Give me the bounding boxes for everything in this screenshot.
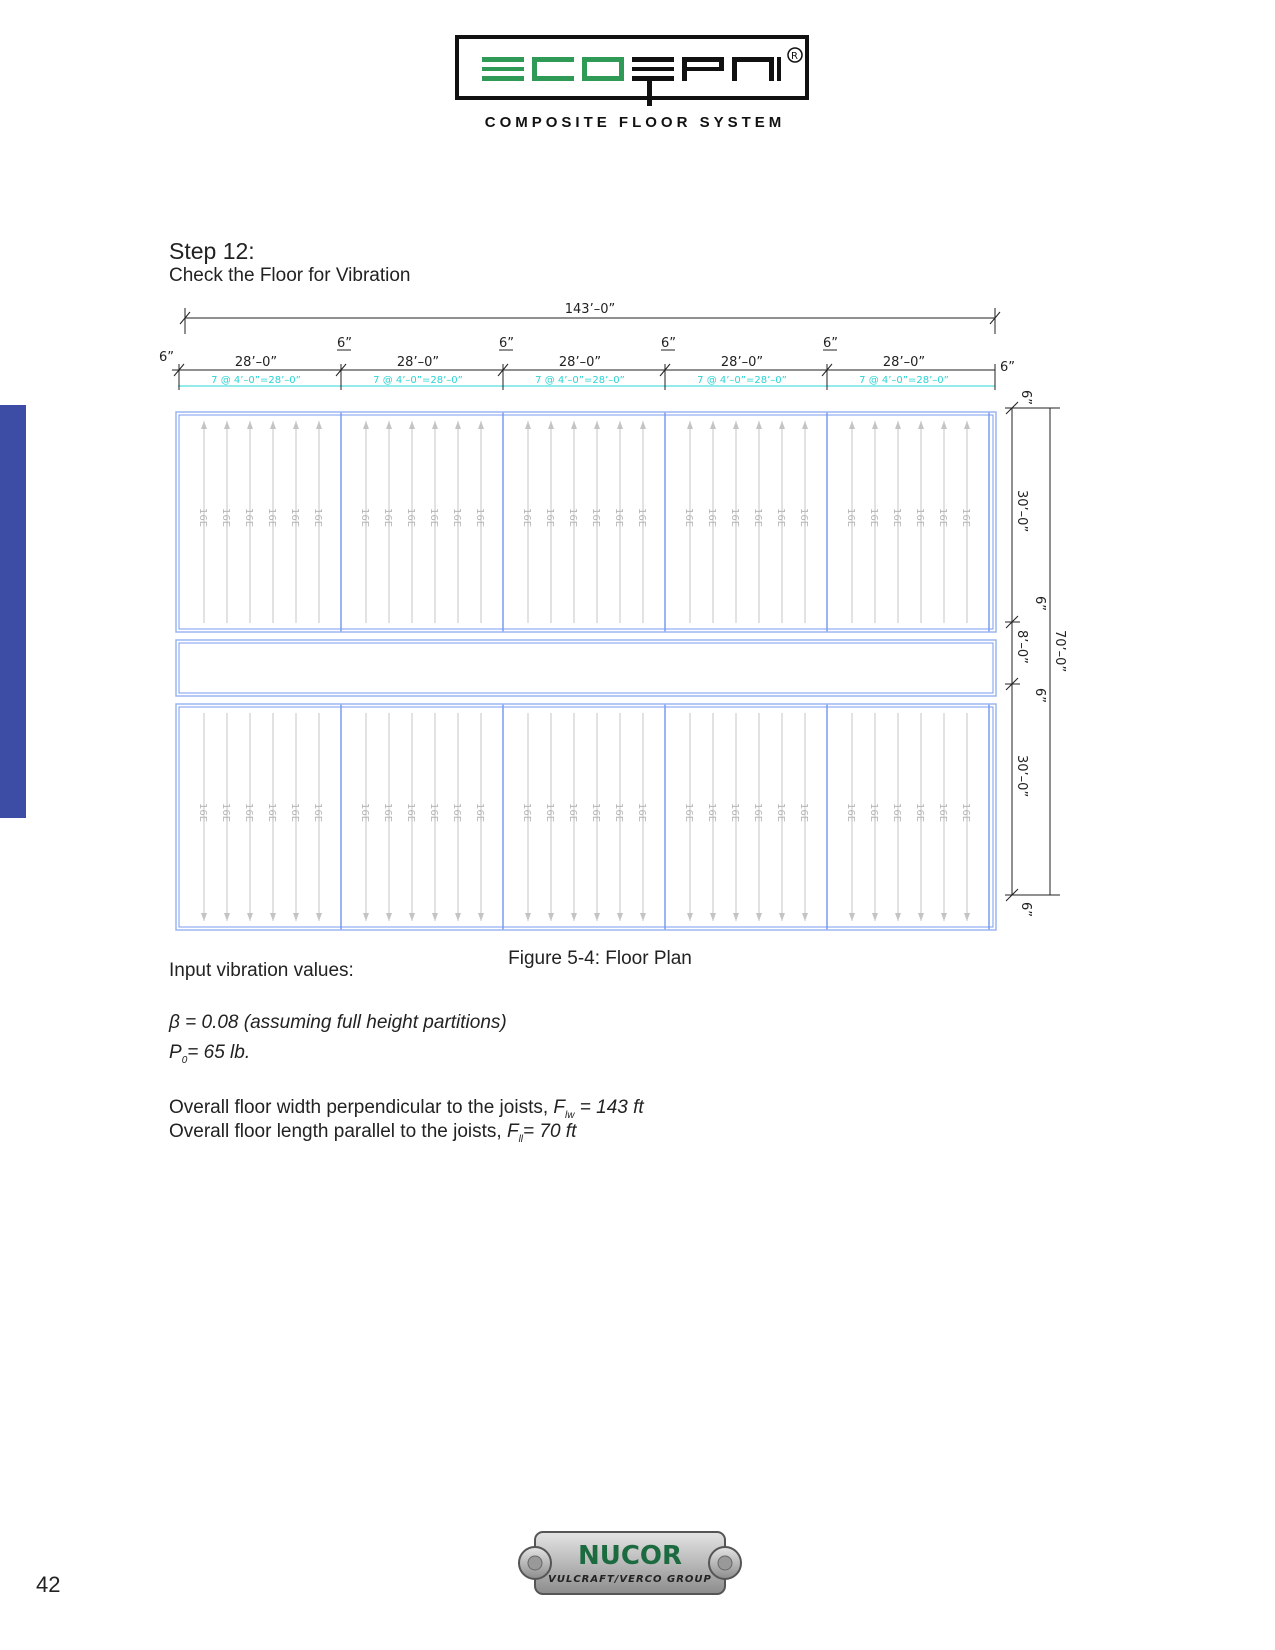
joist-label: 16E [590, 508, 601, 528]
corridor [176, 640, 996, 696]
joist-label: 16E [289, 803, 300, 823]
input-heading: Input vibration values: [169, 960, 354, 981]
joist-label: 16E [405, 803, 416, 823]
gap-label: 6” [337, 336, 353, 351]
joist-label: 16E [266, 803, 277, 823]
floor-plan-drawing [150, 290, 1070, 950]
ecospan-logo [455, 35, 809, 115]
step-subtitle: Check the Floor for Vibration [169, 265, 411, 286]
right-gap-label: 6” [1000, 360, 1016, 375]
joist-label: 16E [729, 508, 740, 528]
joist-label: 16E [567, 803, 578, 823]
joist-spacing-label: 7 @ 4’–0”=28’–0” [211, 375, 301, 386]
p0-line: $P_0= 65$ lb. [169, 1042, 251, 1066]
joist-label: 16E [382, 508, 393, 528]
joist-label: 16E [243, 508, 254, 528]
svg-text:6”: 6” [1018, 390, 1033, 406]
joist-label: 16E [428, 508, 439, 528]
joist-label: 16E [243, 803, 254, 823]
joist-label: 16E [937, 508, 948, 528]
side-tab [0, 405, 26, 818]
joist-label: 16E [729, 803, 740, 823]
joist-spacing-label: 7 @ 4’–0”=28’–0” [859, 375, 949, 386]
left-gap-label: 6” [159, 350, 175, 365]
overall-width-label: 143’–0” [564, 302, 616, 317]
joist-label: 16E [798, 508, 809, 528]
joist-label: 16E [914, 508, 925, 528]
joist-label: 16E [706, 803, 717, 823]
joist-label: 16E [359, 508, 370, 528]
joist-label: 16E [474, 508, 485, 528]
page-number: 42 [36, 1572, 61, 1597]
joist-label: 16E [752, 508, 763, 528]
joist-label: 16E [636, 508, 647, 528]
joist-label: 16E [451, 508, 462, 528]
joist-label: 16E [891, 508, 902, 528]
corridor-length: 8’–0” [1014, 630, 1029, 664]
step-title: Step 12: [169, 238, 255, 264]
joist-label: 16E [289, 508, 300, 528]
gap-label: 6” [499, 336, 515, 351]
joist-label: 16E [521, 803, 532, 823]
joist-spacing-label: 7 @ 4’–0”=28’–0” [697, 375, 787, 386]
joist-label: 16E [382, 803, 393, 823]
joist-label: 16E [197, 508, 208, 528]
svg-text:6”: 6” [1018, 902, 1033, 918]
joist-label: 16E [590, 803, 601, 823]
joist-label: 16E [544, 803, 555, 823]
joist-label: 16E [266, 508, 277, 528]
gap-label: 6” [823, 336, 839, 351]
joist-label: 16E [451, 803, 462, 823]
joist-label: 16E [798, 803, 809, 823]
joist-label: 16E [405, 508, 416, 528]
joist-label: 16E [428, 803, 439, 823]
joist-label: 16E [197, 803, 208, 823]
nucor-logo [515, 1528, 745, 1598]
bay-width-label: 28’–0” [720, 355, 764, 370]
joist-label: 16E [613, 803, 624, 823]
joist-label: 16E [752, 803, 763, 823]
floor-length-line: Overall floor length parallel to the joists, $F_{ll}= 70$ ft [169, 1121, 577, 1145]
floor-width-line: Overall floor width perpendicular to the joists, $F_{lw} = 143$ ft [169, 1097, 644, 1121]
joist-label: 16E [312, 803, 323, 823]
beta-line: β = 0.08 (assuming full height partitions) [169, 1012, 507, 1033]
joist-spacing-label: 7 @ 4’–0”=28’–0” [535, 375, 625, 386]
joist-label: 16E [683, 508, 694, 528]
svg-text:NUCOR: NUCOR [577, 1541, 683, 1571]
svg-text:6”: 6” [1032, 596, 1047, 612]
joist-label: 16E [868, 508, 879, 528]
overall-length-label: 70’–0” [1052, 630, 1067, 673]
joist-label: 16E [868, 803, 879, 823]
joist-label: 16E [960, 803, 971, 823]
bay-width-label: 28’–0” [234, 355, 278, 370]
joist-label: 16E [937, 803, 948, 823]
joist-label: 16E [220, 803, 231, 823]
joist-label: 16E [683, 803, 694, 823]
joist-label: 16E [636, 803, 647, 823]
bay-width-label: 28’–0” [396, 355, 440, 370]
gap-label: 6” [661, 336, 677, 351]
joist-label: 16E [891, 803, 902, 823]
figure-caption: Figure 5-4: Floor Plan [508, 948, 692, 969]
svg-text:R: R [791, 51, 798, 62]
joist-label: 16E [220, 508, 231, 528]
joist-label: 16E [359, 803, 370, 823]
svg-text:VULCRAFT/VERCO GROUP: VULCRAFT/VERCO GROUP [548, 1574, 712, 1585]
joist-label: 16E [775, 803, 786, 823]
svg-text:6”: 6” [1032, 688, 1047, 704]
bay-width-label: 28’–0” [558, 355, 602, 370]
joist-label: 16E [775, 508, 786, 528]
joist-spacing-label: 7 @ 4’–0”=28’–0” [373, 375, 463, 386]
joist-label: 16E [521, 508, 532, 528]
logo-subtitle: COMPOSITE FLOOR SYSTEM [484, 114, 786, 131]
bay-length-top: 30’–0” [1014, 490, 1029, 533]
joist-label: 16E [567, 508, 578, 528]
joist-label: 16E [914, 803, 925, 823]
joist-label: 16E [544, 508, 555, 528]
joist-label: 16E [960, 508, 971, 528]
bay-length-bottom: 30’–0” [1014, 755, 1029, 798]
joist-label: 16E [845, 508, 856, 528]
joist-label: 16E [613, 508, 624, 528]
bay-width-label: 28’–0” [882, 355, 926, 370]
joist-label: 16E [474, 803, 485, 823]
joist-label: 16E [845, 803, 856, 823]
joist-label: 16E [312, 508, 323, 528]
joist-label: 16E [706, 508, 717, 528]
